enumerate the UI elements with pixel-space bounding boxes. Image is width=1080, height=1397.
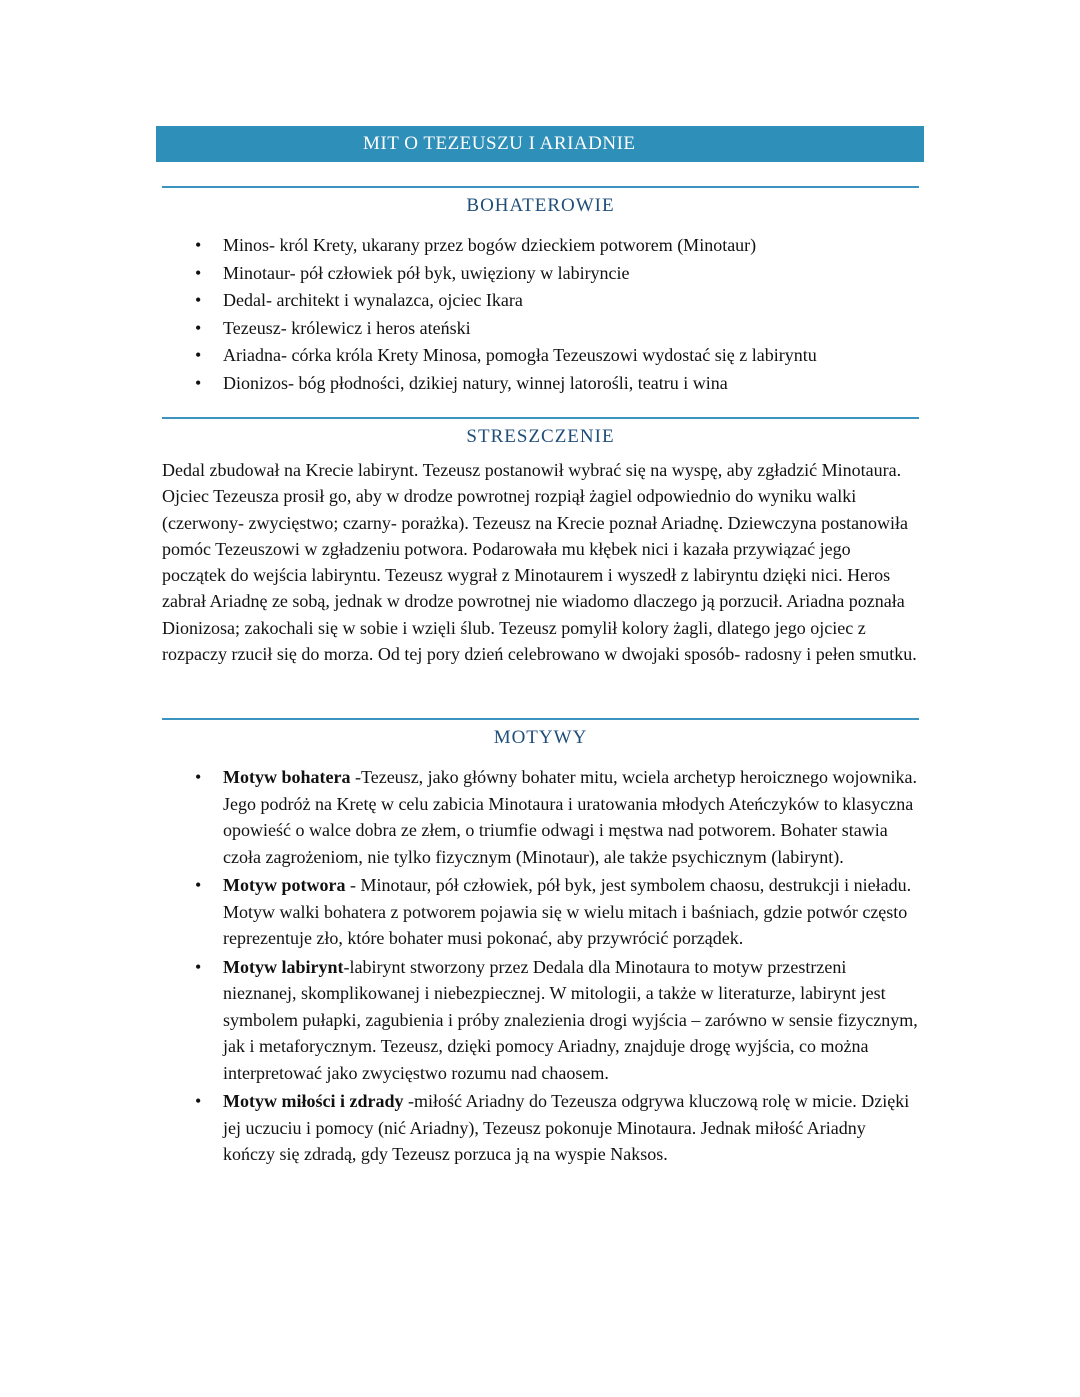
motive-text: -labirynt stworzony przez Dedala dla Minotaura to motyw przestrzeni nieznanej, skomplikowanej i niebezpiecznej. W mitologii, a także w literaturze, labirynt jest symbolem pułapki, zagubienia i próby znalezienia drogi wyjścia – zarówno w sensie fizycznym, jak i metaforycznym. Tezeusz, dzięki pomocy Ariadny, znajduje drogę wyjścia, co można interpretować jako zwycięstwo rozumu nad chaosem.	[223, 956, 918, 1083]
motives-section	[162, 718, 919, 1170]
list-item	[162, 1088, 919, 1168]
motive-label: Motyw bohatera	[223, 767, 351, 787]
bullet-icon: •	[195, 345, 202, 365]
summary-heading: STRESZCZENIE	[466, 426, 615, 447]
motive-text: -Tezeusz, jako główny bohater mitu, wciela archetyp heroicznego wojownika. Jego podróż na Kretę w celu zabicia Minotaura i uratowania młodych Ateńczyków to klasyczna opowieść o walce dobra ze złem, o triumfie odwagi i męstwa nad potworem. Bohater stawia czoła zagrożeniom, nie tylko fizycznym (Minotaur), ale także psychicznym (labirynt).	[223, 767, 918, 867]
bullet-icon: •	[195, 1091, 202, 1111]
motive-label: Motyw potwora	[223, 875, 346, 895]
list-item: • Minotaur- pół człowiek pół byk, uwięziony w labiryncie	[162, 260, 919, 288]
section-divider	[162, 718, 919, 720]
bullet-icon: •	[195, 290, 202, 310]
bullet-icon: •	[195, 372, 202, 393]
motives-list	[162, 764, 919, 1168]
list-item: • Tezeusz- królewicz i heros ateński	[162, 315, 919, 343]
heroes-section	[162, 186, 919, 397]
motive-label: Motyw labirynt	[223, 956, 344, 977]
motive-label: Motyw miłości i zdrady	[223, 1091, 404, 1111]
section-divider	[162, 417, 919, 419]
list-item: • Dionizos- bóg płodności, dzikiej natury, winnej latorośli, teatru i wina	[162, 370, 919, 398]
bullet-icon: •	[195, 956, 202, 977]
motive-text: -miłość Ariadny do Tezeusza odgrywa kluczową rolę w micie. Dzięki jej uczuciu i pomocy (nić Ariadny), Tezeusz pokonuje Minotaura. Jednak miłość Ariadny kończy się zdradą, gdy Tezeusz porzuca ją na wyspie Naksos.	[223, 1091, 910, 1164]
list-item	[162, 764, 919, 870]
bullet-icon: •	[195, 767, 202, 787]
section-divider	[162, 186, 919, 188]
title-banner	[156, 126, 924, 162]
bullet-icon: •	[195, 317, 202, 338]
bullet-icon: •	[195, 875, 202, 895]
list-item	[162, 872, 919, 952]
summary-section	[162, 417, 919, 667]
bullet-icon: •	[195, 262, 202, 283]
motives-heading: MOTYWY	[493, 727, 588, 748]
heroes-heading: BOHATEROWIE	[466, 195, 615, 216]
list-item	[162, 954, 919, 1087]
motive-text: - Minotaur, pół człowiek, pół byk, jest symbolem chaosu, destrukcji i nieładu. Motyw walki bohatera z potworem pojawia się w wielu mitach i baśniach, gdzie potwór często reprezentuje zło, które bohater musi pokonać, aby przywrócić porządek.	[223, 875, 912, 948]
summary-text: Dedal zbudował na Krecie labirynt. Tezeusz postanowił wybrać się na wyspę, aby zgładzić Minotaura. Ojciec Tezeusza prosił go, aby w drodze powrotnej rozpiął żagiel odpowiednio do wyniku walki (czerwony- zwycięstwo; czarny- porażka). Tezeusz na Krecie poznał Ariadnę. Dziewczyna postanowiła pomóc Tezeuszowi w zgładzeniu potwora. Podarowała mu kłębek nici i kazała przywiązać jego początek do wejścia labiryntu. Tezeusz wygrał z Minotaurem i wyszedł z labiryntu dzięki nici. Heros zabrał Ariadnę ze sobą, jednak w drodze powrotnej nie wiadomo dlaczego ją porzucił. Ariadna poznała Dionizosa; zakochali się w sobie i wzięli ślub. Tezeusz pomylił kolory żagli, dlatego jego ojciec z rozpaczy rzucił się do morza. Od tej pory dzień celebrowano w dwojaki sposób- radosny i pełen smutku.	[162, 460, 917, 665]
heroes-list	[162, 232, 919, 397]
list-item: • Ariadna- córka króla Krety Minosa, pomogła Tezeuszowi wydostać się z labiryntu	[162, 342, 919, 370]
list-item: • Minos- król Krety, ukarany przez bogów dzieckiem potworem (Minotaur)	[162, 232, 919, 260]
document-title: MIT O TEZEUSZU I ARIADNIE	[363, 133, 636, 154]
list-item: • Dedal- architekt i wynalazca, ojciec Ikara	[162, 287, 919, 315]
bullet-icon: •	[195, 235, 202, 255]
